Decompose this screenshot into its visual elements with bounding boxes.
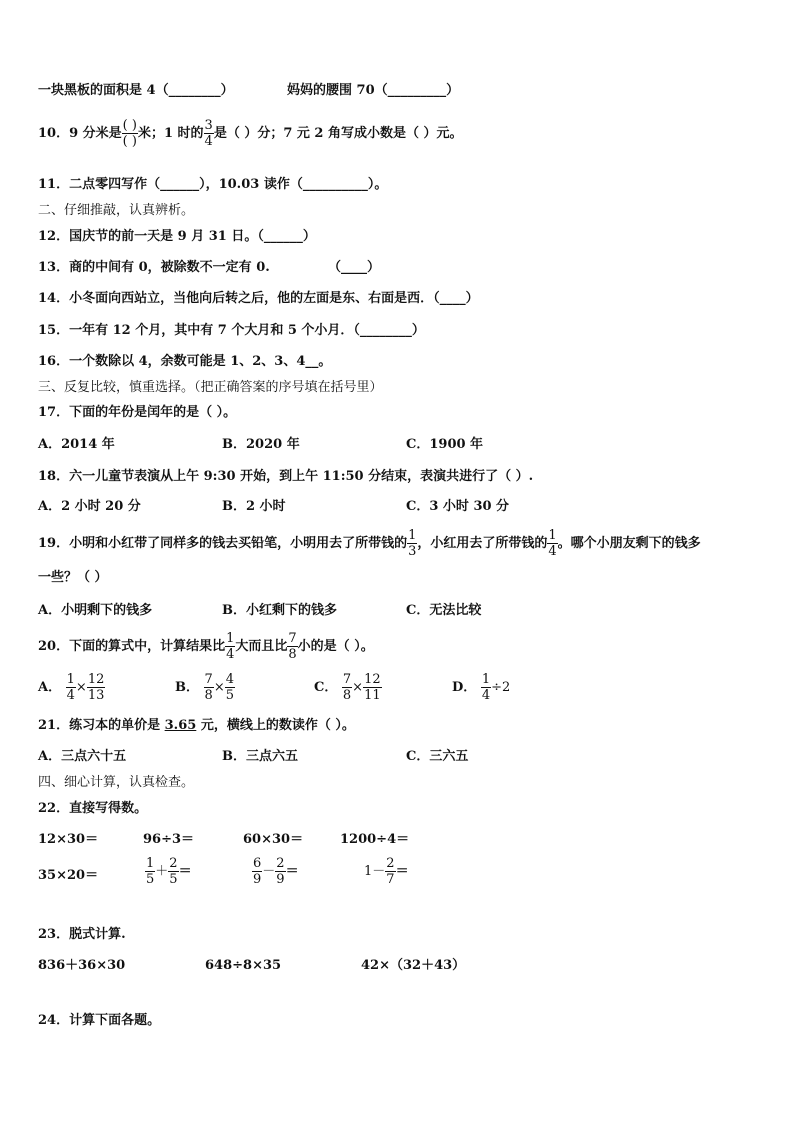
- q19-fraction-2: $\frac{1}{4}$: [548, 528, 557, 559]
- q10-text-a: 10．9 分米是: [38, 126, 122, 141]
- q19-text-a: 19．小明和小红带了同样多的钱去买铅笔，小明用去了所带钱的: [38, 536, 408, 551]
- q10-text-c: 是（ ）分；7 元 2 角写成小数是（ ）元。: [213, 126, 463, 141]
- q18-option-a[interactable]: A．2 小时 20 分: [38, 499, 141, 514]
- q22-item-2: 96÷3＝: [143, 832, 195, 847]
- q20-a-fraction-1: $\frac{1}{4}$: [66, 672, 75, 703]
- question-23: 23．脱式计算.: [38, 927, 126, 942]
- q20-b-fraction-1: $\frac{7}{8}$: [204, 672, 213, 703]
- question-13: 13．商的中间有 0，被除数不一定有 0.: [38, 260, 270, 275]
- q20-fraction-1: $\frac{1}{4}$: [226, 631, 235, 662]
- q22-item-1: 12×30＝: [38, 832, 99, 847]
- q21-option-a[interactable]: A．三点六十五: [38, 749, 127, 764]
- q20-b-fraction-2: $\frac{4}{5}$: [225, 672, 234, 703]
- section-3-heading: 三、反复比较，慎重选择。（把正确答案的序号填在括号里）: [38, 380, 383, 395]
- q20-text-b: 大而且比: [235, 639, 288, 654]
- q17-option-a[interactable]: A．2014 年: [38, 437, 115, 452]
- q20-c-fraction-2: $\frac{12}{11}$: [364, 672, 381, 703]
- q22-item-7: $\frac{6}{9}$ － $\frac{2}{9}$ ＝: [253, 856, 299, 887]
- q22-item-8: 1－ $\frac{2}{7}$ ＝: [364, 856, 409, 887]
- q22-item-5: 35×20＝: [38, 868, 99, 883]
- q21-option-c[interactable]: C．三六五: [406, 749, 469, 764]
- q19-continuation: 一些？（ ）: [38, 570, 108, 585]
- q19-option-a[interactable]: A．小明剩下的钱多: [38, 603, 153, 618]
- question-14: 14．小冬面向西站立，当他向后转之后，他的左面是东、右面是西．（____）: [38, 291, 479, 306]
- q22-item-6: $\frac{1}{5}$ ＋ $\frac{2}{5}$ ＝: [146, 856, 192, 887]
- question-10: [38, 118, 463, 149]
- question-17: 17．下面的年份是闰年的是（ ）。: [38, 405, 237, 420]
- q21-underlined-number: 3.65: [164, 718, 197, 733]
- q10-blank-fraction[interactable]: $\frac{( )}{( )}$: [122, 118, 137, 149]
- q20-text-c: 小的是（ ）。: [297, 639, 374, 654]
- question-24: 24．计算下面各题。: [38, 1013, 161, 1028]
- q10-fraction: $\frac{3}{4}$: [204, 118, 213, 149]
- question-20: [38, 631, 374, 662]
- q22-item-4: 1200÷4＝: [340, 832, 410, 847]
- q20-fraction-2: $\frac{7}{8}$: [288, 631, 297, 662]
- q19-fraction-1: $\frac{1}{3}$: [408, 528, 417, 559]
- question-18: 18．六一儿童节表演从上午 9:30 开始，到上午 11:50 分结束，表演共进行了（ ）.: [38, 469, 534, 484]
- q23-item-3: 42×（32＋43）: [361, 958, 466, 973]
- q20-option-d[interactable]: D． $\frac{1}{4}$ ÷2: [452, 672, 511, 703]
- section-2-heading: 二、仔细推敲，认真辨析。: [38, 203, 195, 218]
- q18-option-b[interactable]: B．2 小时: [222, 499, 286, 514]
- question-21: 21．练习本的单价是 3.65 元，横线上的数读作（ ）。: [38, 718, 355, 733]
- q20-option-b[interactable]: B． $\frac{7}{8}$ × $\frac{4}{5}$: [175, 672, 234, 703]
- q21-option-b[interactable]: B．三点六五: [222, 749, 298, 764]
- q9-right: 妈妈的腰围 70（_________）: [287, 83, 460, 98]
- section-4-heading: 四、细心计算，认真检查。: [38, 775, 195, 790]
- q19-text-b: ，小红用去了所带钱的: [417, 536, 548, 551]
- q20-option-c[interactable]: C． $\frac{7}{8}$ × $\frac{12}{11}$: [314, 672, 381, 703]
- q13-blank[interactable]: （____）: [328, 260, 381, 275]
- q23-item-2: 648÷8×35: [205, 958, 282, 973]
- q20-option-a[interactable]: A． $\frac{1}{4}$ × $\frac{12}{13}$: [38, 672, 105, 703]
- question-22: 22．直接写得数。: [38, 801, 148, 816]
- q17-option-b[interactable]: B．2020 年: [222, 437, 300, 452]
- q22-item-3: 60×30＝: [243, 832, 304, 847]
- question-19: [38, 528, 701, 559]
- q19-text-c: 。哪个小朋友剩下的钱多: [557, 536, 701, 551]
- q19-option-b[interactable]: B．小红剩下的钱多: [222, 603, 337, 618]
- q19-option-c[interactable]: C．无法比较: [406, 603, 482, 618]
- q18-option-c[interactable]: C．3 小时 30 分: [406, 499, 510, 514]
- q20-c-fraction-1: $\frac{7}{8}$: [342, 672, 352, 703]
- q20-text-a: 20．下面的算式中，计算结果比: [38, 639, 226, 654]
- question-15: 15．一年有 12 个月，其中有 7 个大月和 5 个小月．（________）: [38, 323, 425, 338]
- question-11: 11．二点零四写作（______），10.03 读作（__________）。: [38, 177, 388, 192]
- question-12: 12．国庆节的前一天是 9 月 31 日。（______）: [38, 229, 316, 244]
- q9-left: 一块黑板的面积是 4（________）: [38, 83, 234, 98]
- q20-d-fraction: $\frac{1}{4}$: [481, 672, 491, 703]
- question-16: 16．一个数除以 4，余数可能是 1、2、3、4__。: [38, 354, 332, 369]
- q17-option-c[interactable]: C．1900 年: [406, 437, 484, 452]
- q23-item-1: 836＋36×30: [38, 958, 126, 973]
- q10-text-b: 米；1 时的: [137, 126, 204, 141]
- q20-a-fraction-2: $\frac{12}{13}$: [87, 672, 105, 703]
